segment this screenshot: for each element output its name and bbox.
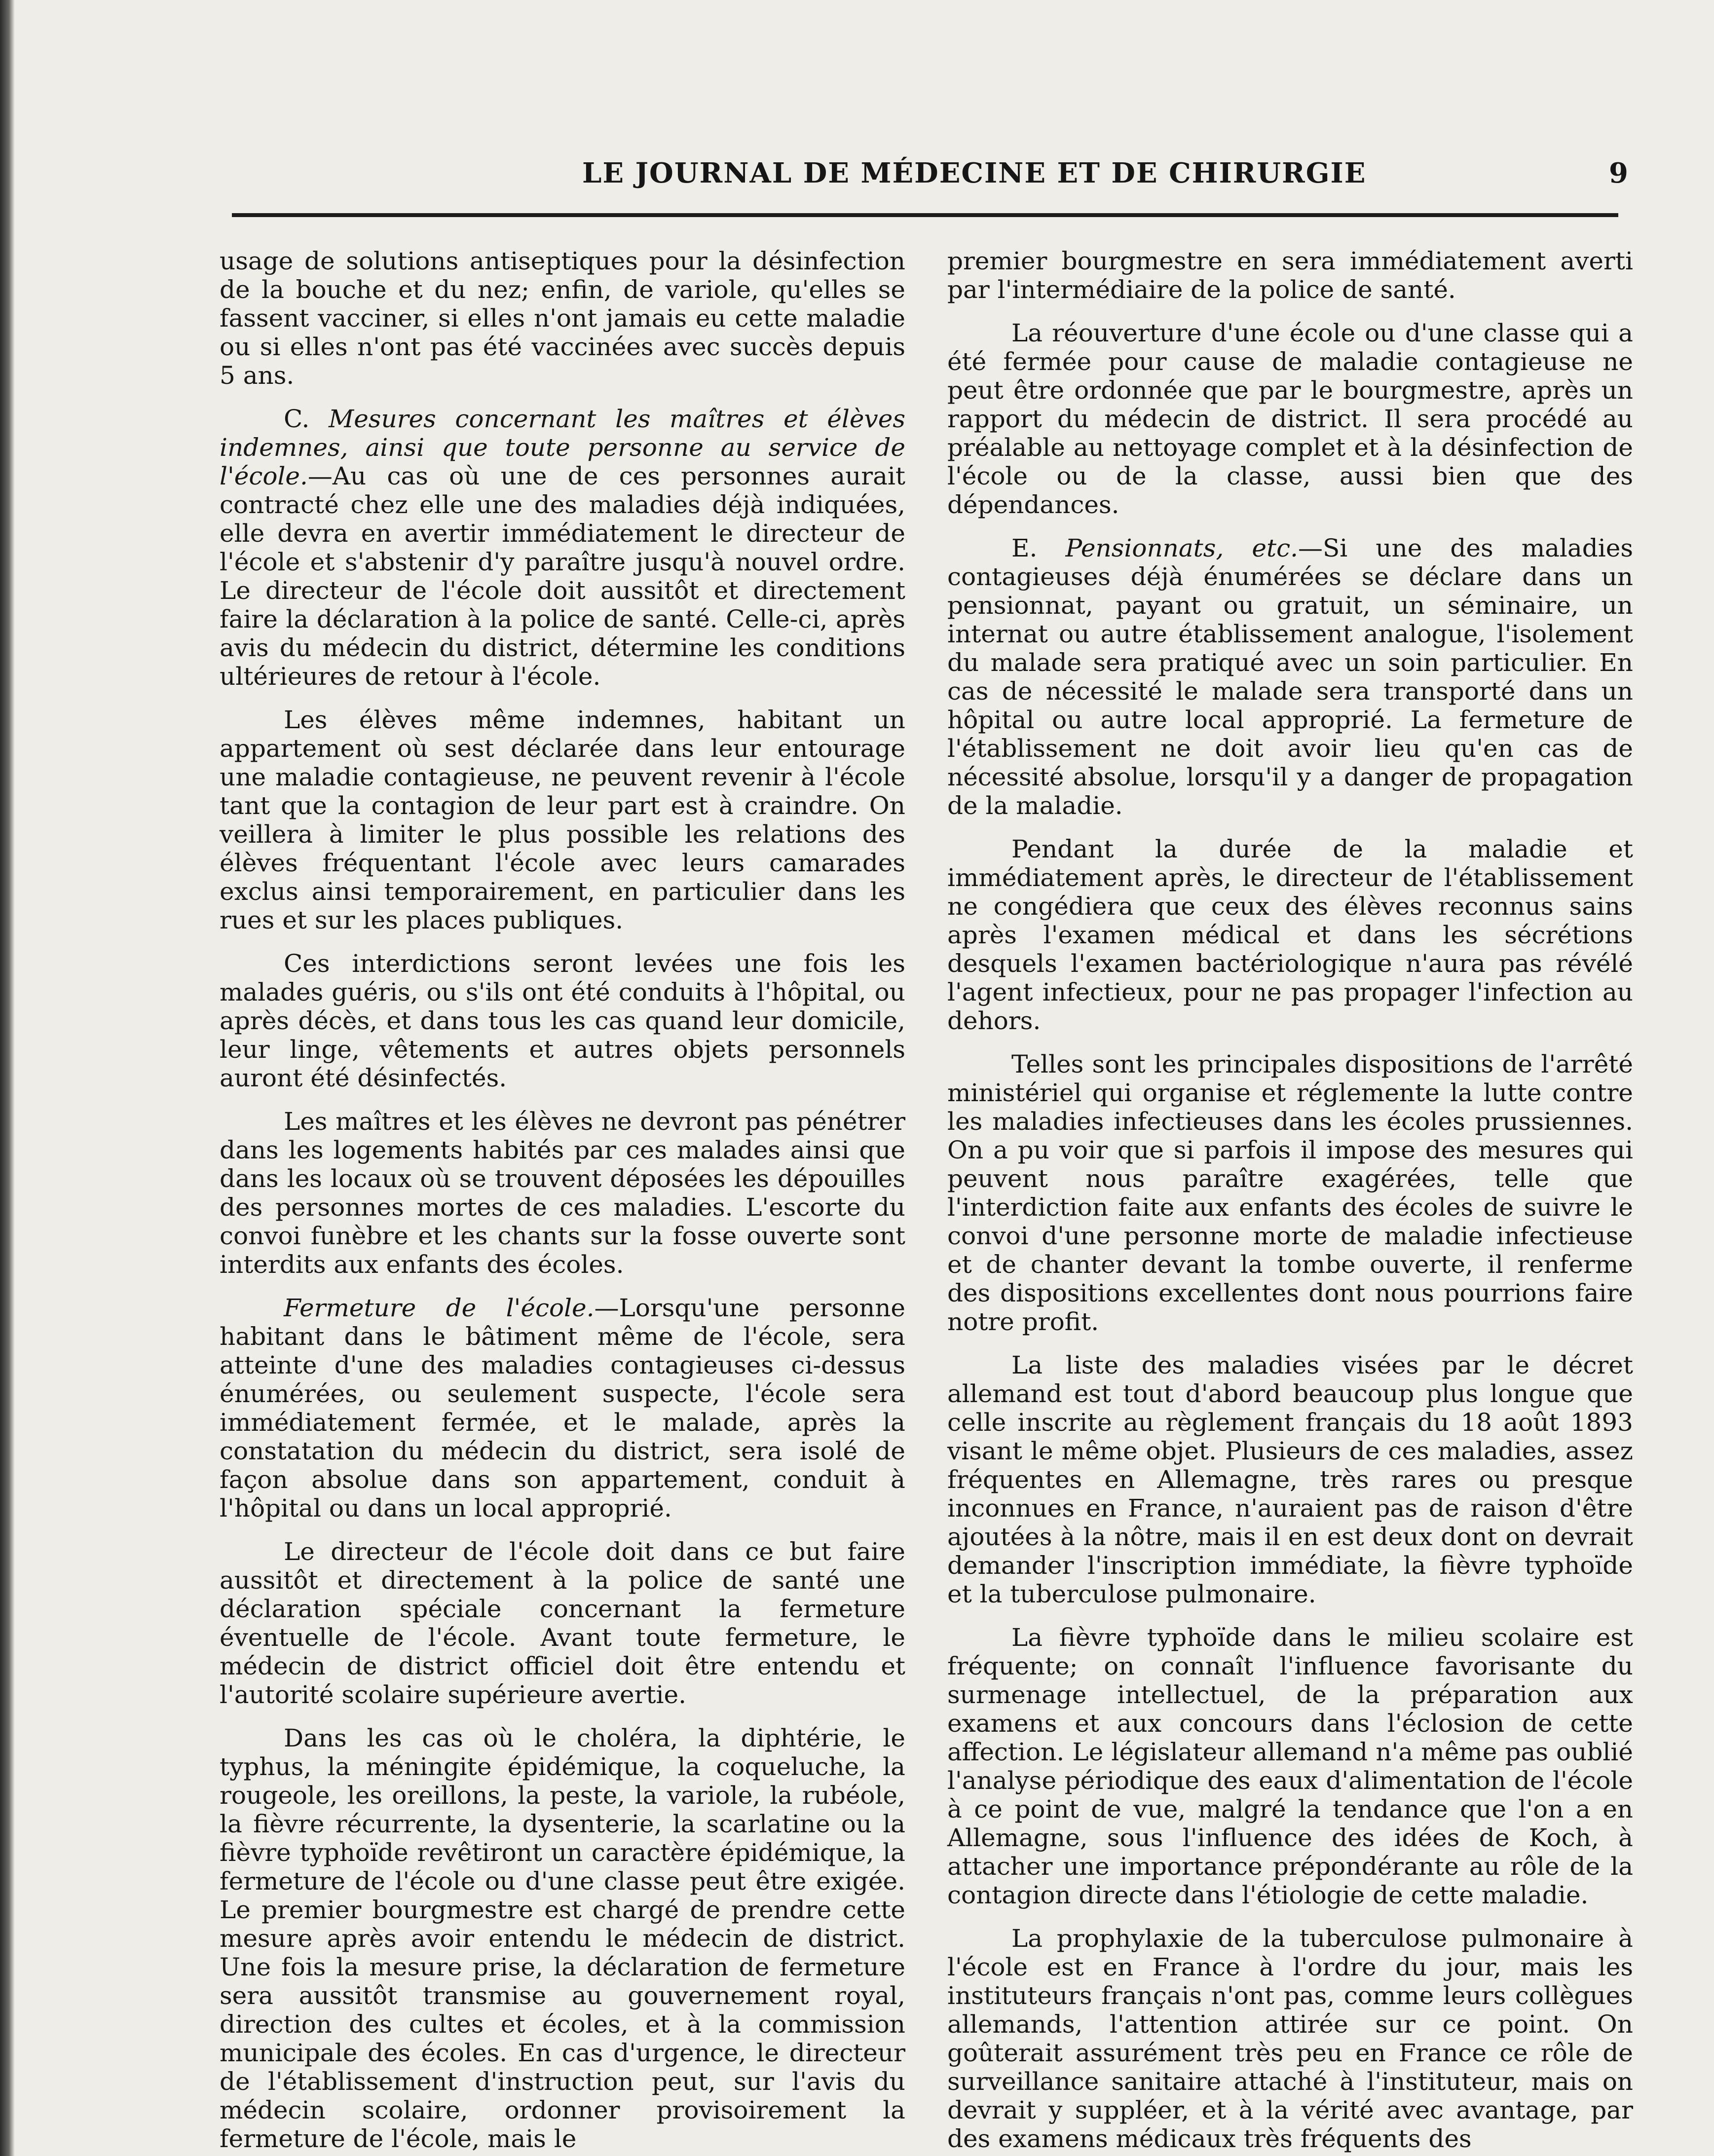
paragraph: premier bourgmestre en sera immédiatement averti par l'intermédiaire de la police de santé. (947, 247, 1633, 304)
paragraph: Pendant la durée de la maladie et immédiatement après, le directeur de l'établissement ne congédiera que ceux des élèves reconnus sains après l'examen médical et dans les sécrétions desquels l'examen bactériologique n'aura pas révélé l'agent infectieux, pour ne pas propager l'infection au dehors. (947, 835, 1633, 1035)
header-rule (232, 213, 1618, 217)
paragraph: La prophylaxie de la tuberculose pulmonaire à l'école est en France à l'ordre du jour, mais les instituteurs français n'ont pas, comme leurs collègues allemands, l'attention attirée sur ce point. On goûterait assurément très peu en France ce rôle de surveillance sanitaire attaché à l'instituteur, mais on devrait y suppléer, et à la vérité avec avantage, par des examens médicaux très fréquents des (947, 1924, 1633, 2153)
paragraph-text: —Au cas où une de ces personnes aurait contracté chez elle une des maladies déjà indiquées, elle devra en avertir immédiatement le directeur de l'école et s'abstenir d'y paraître jusqu'à nouvel ordre. Le directeur de l'école doit aussitôt et directement faire la déclaration à la police de santé. Celle-ci, après avis du médecin du district, détermine les conditions ultérieures de retour à l'école. (220, 462, 905, 691)
section-heading: Pensionnats, etc. (1065, 534, 1298, 562)
paragraph: Ces interdictions seront levées une fois les malades guéris, ou s'ils ont été conduits à l'hôpital, ou après décès, et dans tous les cas quand leur domicile, leur linge, vêtements et autres objets personnels auront été désinfectés. (220, 949, 905, 1092)
section-label: E. (1011, 534, 1038, 562)
paragraph: Telles sont les principales dispositions de l'arrêté ministériel qui organise et réglemente la lutte contre les maladies infectieuses dans les écoles prussiennes. On a pu voir que si parfois il impose des mesures qui peuvent nous paraître exagérées, telle que l'interdiction faite aux enfants des écoles de suivre le convoi d'une personne morte de maladie infectieuse et de chanter devant la tombe ouverte, il renferme des dispositions excellentes dont nous pourrions faire notre profit. (947, 1050, 1633, 1336)
paragraph: Le directeur de l'école doit dans ce but faire aussitôt et directement à la police de santé une déclaration spéciale concernant la fermeture éventuelle de l'école. Avant toute fermeture, le médecin de district officiel doit être entendu et l'autorité scolaire supérieure avertie. (220, 1537, 905, 1709)
paragraph-text: —Si une des maladies contagieuses déjà énumérées se déclare dans un pensionnat, payant ou gratuit, un séminaire, un internat ou autre établissement analogue, l'isolement du malade sera pratiqué avec un soin particulier. En cas de nécessité le malade sera transporté dans un hôpital ou autre local approprié. La fermeture de l'établissement ne doit avoir lieu qu'en cas de nécessité absolue, lorsqu'il y a danger de propagation de la maladie. (947, 534, 1633, 820)
paragraph (947, 534, 1633, 820)
paragraph: La liste des maladies visées par le décret allemand est tout d'abord beaucoup plus longue que celle inscrite au règlement français du 18 août 1893 visant le même objet. Plusieurs de ces maladies, assez fréquentes en Allemagne, très rares ou presque inconnues en France, n'auraient pas de raison d'être ajoutées à la nôtre, mais il en est deux dont on devrait demander l'inscription immédiate, la fièvre typhoïde et la tuberculose pulmonaire. (947, 1351, 1633, 1608)
paragraph-text: —Lorsqu'une personne habitant dans le bâtiment même de l'école, sera atteinte d'une des maladies contagieuses ci-dessus énumérées, ou seulement suspecte, l'école sera immédiatement fermée, et le malade, après la constatation du médecin du district, sera isolé de façon absolue dans son appartement, conduit à l'hôpital ou dans un local approprié. (220, 1294, 905, 1523)
section-heading: Fermeture de l'école. (284, 1294, 595, 1322)
page-number: 9 (1609, 157, 1628, 189)
paragraph (220, 405, 905, 691)
page-header (217, 148, 1628, 202)
binding-edge (0, 0, 15, 2156)
paragraph: Dans les cas où le choléra, la diphtérie, le typhus, la méningite épidémique, la coqueluche, la rougeole, les oreillons, la peste, la variole, la rubéole, la fièvre récurrente, la dysenterie, la scarlatine ou la fièvre typhoïde revêtiront un caractère épidémique, la fermeture de l'école ou d'une classe peut être exigée. Le premier bourgmestre est chargé de prendre cette mesure après avoir entendu le médecin de district. Une fois la mesure prise, la déclaration de fermeture sera aussitôt transmise au gouvernement royal, direction des cultes et écoles, et à la commission municipale des écoles. En cas d'urgence, le directeur de l'établissement d'instruction peut, sur l'avis du médecin scolaire, ordonner provisoirement la fermeture de l'école, mais le (220, 1724, 905, 2153)
section-label: C. (284, 405, 310, 433)
paragraph: La réouverture d'une école ou d'une classe qui a été fermée pour cause de maladie contagieuse ne peut être ordonnée que par le bourgmestre, après un rapport du médecin de district. Il sera procédé au préalable au nettoyage complet et à la désinfection de l'école ou de la classe, aussi bien que des dépendances. (947, 319, 1633, 519)
paragraph: usage de solutions antiseptiques pour la désinfection de la bouche et du nez; enfin, de variole, qu'elles se fassent vacciner, si elles n'ont jamais eu cette maladie ou si elles n'ont pas été vaccinées avec succès depuis 5 ans. (220, 247, 905, 390)
section-heading: Mesures concernant les maîtres et élèves indemnes, ainsi que toute personne au service de l'école. (220, 405, 906, 490)
paragraph (220, 1294, 905, 1523)
left-column (220, 247, 906, 2153)
paragraph: Les élèves même indemnes, habitant un appartement où sest déclarée dans leur entourage une maladie contagieuse, ne peuvent revenir à l'école tant que la contagion de leur part est à craindre. On veillera à limiter le plus possible les relations des élèves fréquentant l'école avec leurs camarades exclus ainsi temporairement, en particulier dans les rues et sur les places publiques. (220, 706, 905, 934)
paragraph: Les maîtres et les élèves ne devront pas pénétrer dans les logements habités par ces malades ainsi que dans les locaux où se trouvent déposées les dépouilles des personnes mortes de ces maladies. L'escorte du convoi funèbre et les chants sur la fosse ouverte sont interdits aux enfants des écoles. (220, 1107, 905, 1279)
paragraph: La fièvre typhoïde dans le milieu scolaire est fréquente; on connaît l'influence favorisante du surmenage intellectuel, de la préparation aux examens et aux concours dans l'éclosion de cette affection. Le législateur allemand n'a même pas oublié l'analyse périodique des eaux d'alimentation de l'école à ce point de vue, malgré la tendance que l'on a en Allemagne, sous l'influence des idées de Koch, à attacher une importance prépondérante au rôle de la contagion directe dans l'étiologie de cette maladie. (947, 1623, 1633, 1909)
running-title: LE JOURNAL DE MÉDECINE ET DE CHIRURGIE (582, 157, 1367, 189)
right-column (947, 247, 1633, 2153)
